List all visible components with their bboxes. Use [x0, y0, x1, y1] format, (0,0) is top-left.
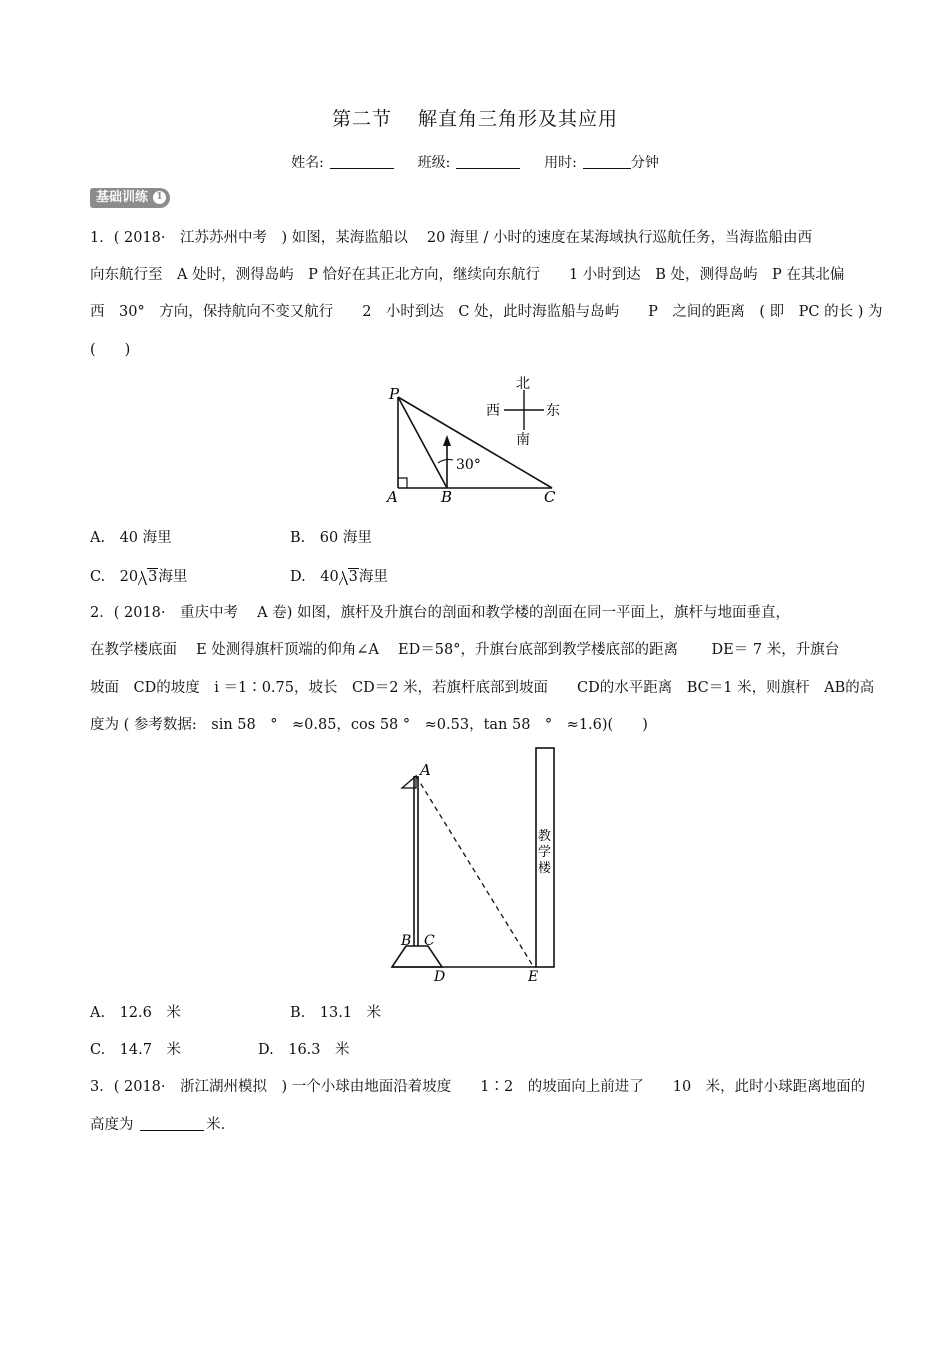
compass-east: 东	[546, 403, 560, 419]
class-label: 班级:	[417, 155, 451, 171]
q2-option-b: B. 13.1 米	[290, 1005, 382, 1021]
answer-blank[interactable]	[140, 1116, 204, 1131]
section-badge	[90, 188, 170, 208]
badge-number: 1	[153, 191, 166, 204]
q2-option-c: C. 14.7 米	[90, 1042, 181, 1058]
class-blank	[456, 154, 520, 169]
section-number: 第二节	[331, 108, 392, 130]
q2-line4: 度为 ( 参考数据: sin 58 ° ≈0.85，cos 58 ° ≈0.53，tan 58 ° ≈1.6)( )	[90, 717, 648, 733]
compass-west: 西	[486, 403, 500, 419]
student-info	[0, 152, 950, 172]
q1-option-d-radicand: 3	[348, 569, 358, 585]
name-blank	[330, 154, 394, 169]
q1-option-c	[90, 565, 187, 586]
label-c: C	[424, 933, 435, 949]
q1-option-b: B. 60 海里	[290, 530, 372, 546]
building-char-3: 楼	[538, 861, 552, 876]
q1-figure	[380, 372, 570, 512]
q3-line1: 3．( 2018· 浙江湖州模拟 ) 一个小球由地面沿着坡度 1∶2 的坡面向上前进了 10 米，此时小球距离地面的	[90, 1079, 866, 1095]
label-a: A	[387, 488, 398, 506]
compass-north: 北	[516, 376, 530, 392]
building-char-1: 教	[538, 829, 552, 844]
label-a: A	[420, 761, 431, 779]
q3-prefix: 高度为	[90, 1117, 134, 1133]
q1-option-c-unit: 海里	[158, 569, 188, 585]
q2-figure	[380, 742, 580, 987]
q1-line2: 向东航行至 A 处时，测得岛屿 P 恰好在其正北方向，继续向东航行 1 小时到达 B 处，测得岛屿 P 在其北偏	[90, 267, 845, 283]
time-blank	[583, 154, 631, 169]
building-char-2: 学	[538, 845, 552, 860]
label-p: P	[389, 385, 400, 403]
q3-suffix: 米.	[206, 1117, 226, 1133]
q1-line4: ( )	[90, 342, 131, 358]
q1-option-d-unit: 海里	[358, 569, 388, 585]
time-label: 用时:	[544, 155, 577, 171]
q1-option-d	[290, 565, 388, 586]
q1-option-c-radicand: 3	[148, 569, 158, 585]
q2-option-d: D. 16.3 米	[258, 1042, 350, 1058]
name-label: 姓名:	[291, 155, 324, 171]
q2-line2: 在教学楼底面 E 处测得旗杆顶端的仰角∠A ED＝58°，升旗台底部到教学楼底部的距离 DE＝ 7 米，升旗台	[90, 642, 840, 658]
q1-option-c-coef: C. 20	[90, 569, 139, 585]
time-unit: 分钟	[630, 155, 659, 171]
q1-option-a: A. 40 海里	[90, 530, 172, 546]
sqrt-sign	[138, 569, 158, 585]
label-b: B	[401, 933, 412, 949]
q1-line3: 西 30° 方向，保持航向不变又航行 2 小时到达 C 处，此时海监船与岛屿 P 之间的距离 ( 即 PC 的长 ) 为	[90, 304, 883, 320]
sqrt-sign	[339, 569, 359, 585]
label-d: D	[434, 969, 446, 985]
page-title	[0, 104, 950, 131]
badge-label: 基础训练	[96, 190, 149, 205]
q2-option-a: A. 12.6 米	[90, 1005, 181, 1021]
label-angle: 30°	[456, 457, 481, 473]
compass-south: 南	[516, 432, 530, 448]
q1-line1: 1．( 2018· 江苏苏州中考 ) 如图，某海监船以 20 海里 / 小时的速度在某海域执行巡航任务，当海监船由西	[90, 230, 813, 246]
label-c: C	[544, 488, 556, 506]
label-b: B	[441, 488, 453, 506]
q2-line1: 2．( 2018· 重庆中考 A 卷) 如图，旗杆及升旗台的剖面和教学楼的剖面在同一平面上，旗杆与地面垂直，	[90, 605, 790, 621]
q3-line2	[90, 1113, 225, 1134]
section-topic: 解直角三角形及其应用	[418, 108, 619, 130]
label-e: E	[528, 969, 539, 985]
q2-line3: 坡面 CD的坡度 i ＝1∶0.75，坡长 CD＝2 米，若旗杆底部到坡面 CD的水平距离 BC＝1 米，则旗杆 AB的高	[90, 680, 875, 696]
q1-option-d-coef: D. 40	[290, 569, 339, 585]
